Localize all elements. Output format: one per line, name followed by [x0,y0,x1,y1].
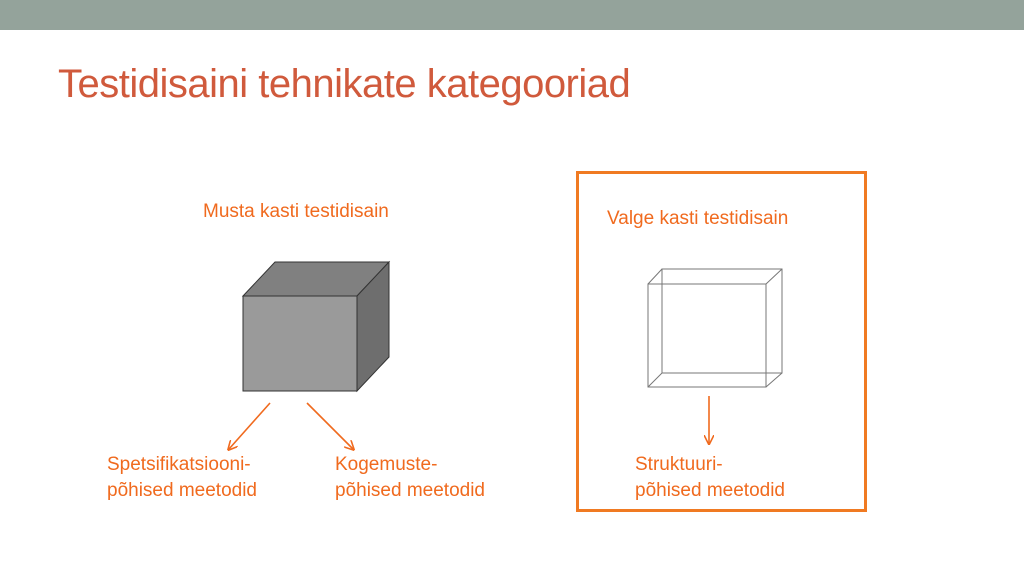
wire-back-face [662,269,782,373]
wire-edge-tr [766,269,782,284]
slide-title: Testidisaini tehnikate kategooriad [58,62,631,106]
spec-methods-line1: Spetsifikatsiooni- [107,454,251,475]
experience-methods-line2: põhised meetodid [335,480,485,501]
black-box-label: Musta kasti testidisain [203,201,389,222]
structure-methods-line2: põhised meetodid [635,480,785,501]
black-box-cube-icon [243,262,389,391]
white-box-cube-icon [648,269,782,387]
wire-edge-br [766,373,782,387]
experience-methods-label [335,452,485,504]
wire-edge-tl [648,269,662,284]
spec-methods-label [107,452,257,504]
cube-front-face [243,296,357,391]
spec-methods-line2: põhised meetodid [107,480,257,501]
wire-edge-bl [648,373,662,387]
wire-front-face [648,284,766,387]
structure-methods-label [635,452,785,504]
experience-methods-line1: Kogemuste- [335,454,438,475]
structure-methods-line1: Struktuuri- [635,454,723,475]
arrow-to-spec-methods [229,403,270,449]
arrow-to-experience-methods [307,403,353,449]
white-box-label: Valge kasti testidisain [607,208,789,229]
